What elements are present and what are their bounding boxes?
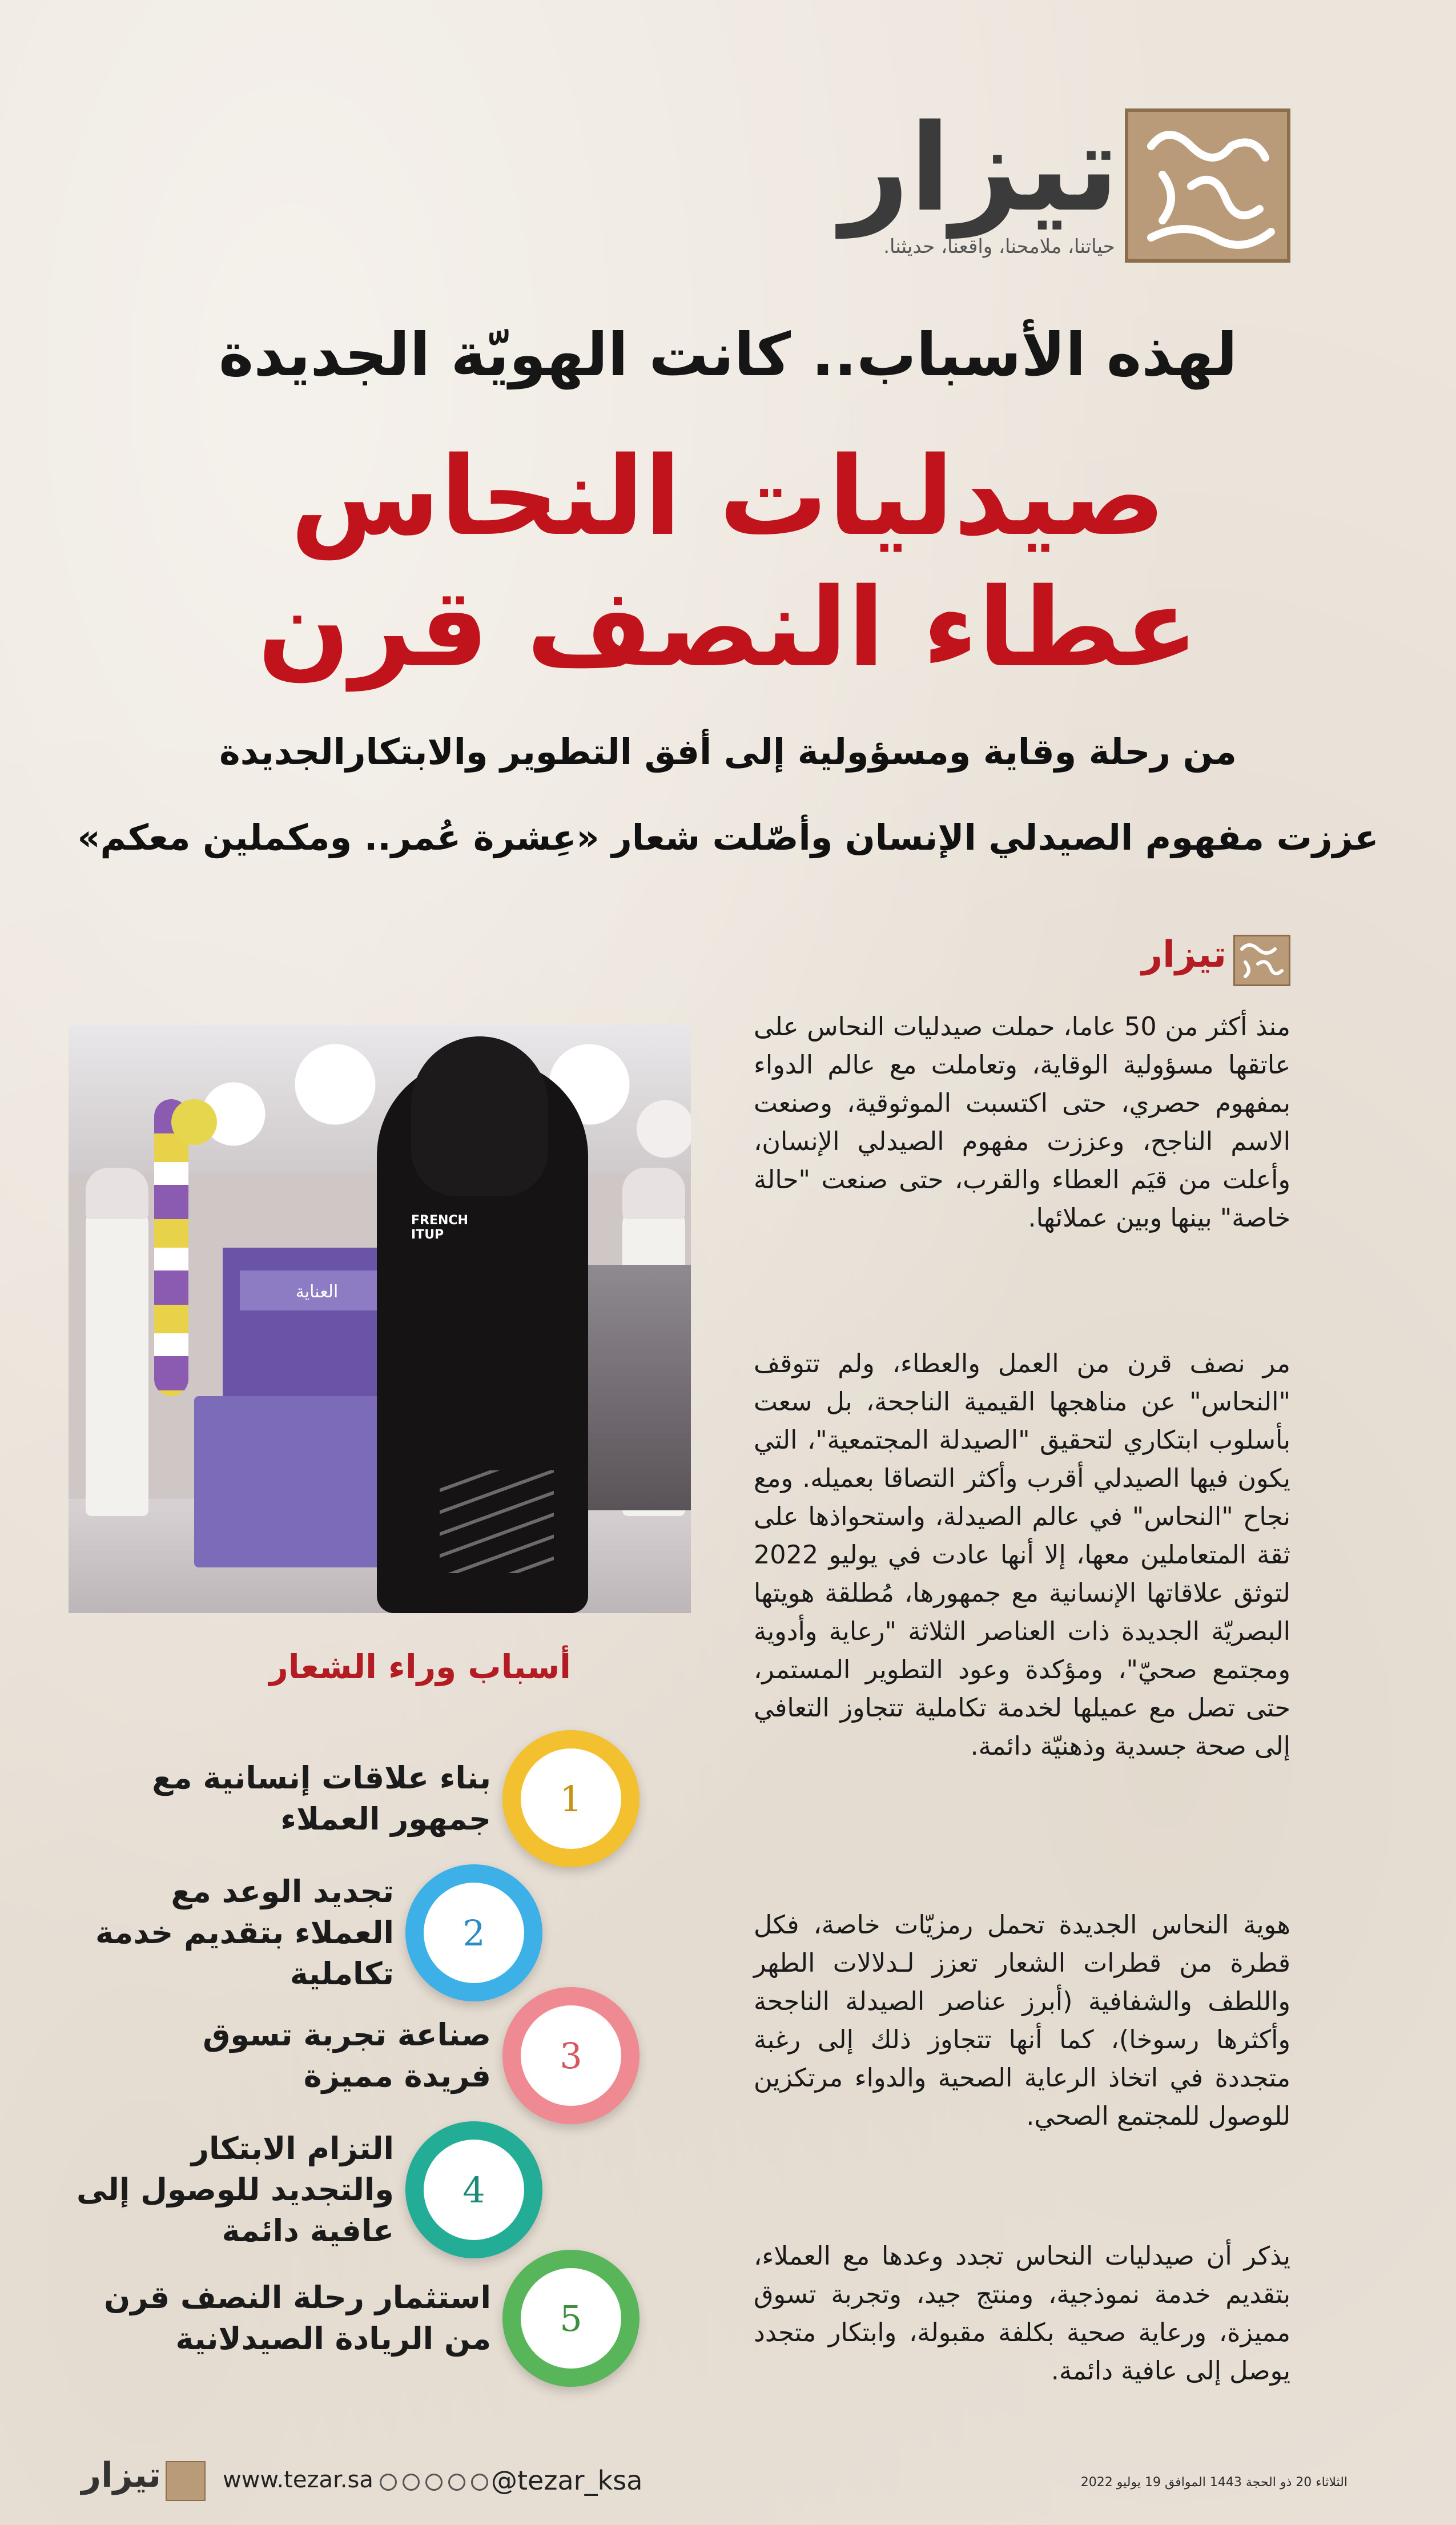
article-paragraph-3: هوية النحاس الجديدة تحمل رمزيّات خاصة، فكل قطرة من قطرات الشعار تعزز لـدلالات الطهر واللطف والشفافية (أبرز عناصر الصيدلة الناجحة وأكثرها رسوخا)، كما أنها تتجاوز ذلك إلى رغبة متجددة في اتخاذ الرعاية الصحية والدواء مرتكزين للوصول للمجتمع الصحي.	[754, 1911, 1290, 2131]
store-opening-photo	[69, 1025, 691, 1613]
reason-label: التزام الابتكار والتجديد للوصول إلى عافية دائمة	[76, 2130, 394, 2249]
photo-abaya-pattern	[440, 1470, 554, 1573]
social-handle-text: @tezar_ksa	[491, 2465, 643, 2496]
reason-number-badge	[502, 1730, 639, 1867]
footer-logo-word: تيزار	[81, 2455, 161, 2495]
reason-number-badge	[405, 2121, 542, 2258]
reasons-title: أسباب وراء الشعار	[269, 1647, 571, 1686]
reason-item	[46, 1864, 674, 2001]
reason-number: 4	[424, 2140, 524, 2240]
photo-man	[86, 1196, 148, 1516]
reason-number: 1	[521, 1748, 621, 1849]
brand-name: تيزار	[840, 98, 1119, 238]
article-paragraph-2: مر نصف قرن من العمل والعطاء، ولم تتوقف "النحاس" عن مناهجها القيمية الناجحة، بل سعت بأسلوب ابتكاري لتحقيق "الصيدلة المجتمعية"، التي يكون فيها الصيدلي أقرب وأكثر التصاقا بعميله. ومع نجاح "النحاس" في عالم الصيدلة، واستحواذها على ثقة المتعاملين معها، إلا أنها عادت في يوليو 2022 لتوثق علاقاتها الإنسانية مع جمهورها، مُطلقة هويتها البصريّة الجديدة ذات العناصر الثلاثة "رعاية وأدوية ومجتمع صحيّ"، ومؤكدة وعود التطوير المستمر، حتى تصل مع عميلها لخدمة تكاملية تتجاوز التعافي إلى صحة جسدية وذهنيّة دائمة.	[754, 1349, 1290, 1761]
subtitle-2: عززت مفهوم الصيدلي الإنسان وأصّلت شعار «عِشرة عُمر.. ومكملين معكم»	[77, 817, 1379, 858]
footer-logo	[81, 2455, 206, 2507]
article-byline	[1141, 928, 1290, 991]
photo-man-head	[86, 1168, 148, 1219]
photo-balloon-pillar	[154, 1099, 188, 1396]
brand-mark-icon	[1125, 108, 1290, 263]
reason-number-badge	[502, 1987, 639, 2124]
footer-date: الثلاثاء 20 ذو الحجة 1443 الموافق 19 يوليو 2022	[1080, 2475, 1348, 2490]
article-paragraph-1: منذ أكثر من 50 عاما، حملت صيدليات النحاس على عاتقها مسؤولية الوقاية، وتعاملت مع عالم الدواء بمفهوم حصري، حتى اكتسبت الموثوقية، وصنعت الاسم الناجح، وعززت مفهوم الصيدلي الإنسان، وأعلت من قيَم العطاء والقرب، حتى صنعت "حالة خاصة" بينها وبين عملائها.	[754, 1012, 1290, 1233]
youtube-icon[interactable]	[448, 2474, 465, 2491]
photo-balloon	[171, 1099, 217, 1145]
footer-website-link[interactable]: www.tezar.sa	[223, 2467, 373, 2493]
byline-name: تيزار	[1141, 934, 1226, 976]
instagram-icon[interactable]	[380, 2474, 397, 2491]
twitter-icon[interactable]	[403, 2474, 420, 2491]
reason-label: استثمار رحلة النصف قرن من الريادة الصيدلانية	[104, 2279, 491, 2357]
photo-shelf-sign: FRENCH ITUP	[411, 1213, 468, 1242]
photo-man-head	[622, 1168, 685, 1219]
reason-item	[46, 1987, 674, 2124]
reason-number-badge	[405, 1864, 542, 2001]
reason-item	[46, 1730, 674, 1867]
headline-line-1: صيدليات النحاس	[290, 433, 1166, 560]
photo-stand-text: العناية	[295, 1282, 339, 1302]
reason-number: 2	[424, 1883, 524, 1983]
subtitle-1: من رحلة وقاية ومسؤولية إلى أفق التطوير والابتكارالجديدة	[219, 731, 1237, 773]
snapchat-icon[interactable]	[425, 2474, 443, 2491]
reason-number-badge	[502, 2250, 639, 2387]
reason-label: صناعة تجربة تسوق فريدة مميزة	[203, 2017, 491, 2094]
headline-kicker: لهذه الأسباب.. كانت الهويّة الجديدة	[219, 320, 1237, 389]
reason-label: تجديد الوعد مع العملاء بتقديم خدمة تكاملية	[95, 1873, 394, 1992]
headline-line-2: عطاء النصف قرن	[258, 565, 1198, 691]
footer-logo-mark-icon	[166, 2461, 206, 2501]
footer-social-icons	[380, 2474, 488, 2491]
article-paragraph-4: يذكر أن صيدليات النحاس تجدد وعدها مع العملاء، بتقديم خدمة نموذجية، ومنتج جيد، وتجربة تسوق مميزة، ورعاية صحية بكلفة مقبولة، وابتكار متجدد يوصل إلى عافية دائمة.	[754, 2242, 1290, 2386]
reason-label: بناء علاقات إنسانية مع جمهور العملاء	[152, 1760, 491, 1837]
reason-number: 5	[521, 2268, 621, 2369]
page-footer	[0, 2452, 1456, 2515]
reason-item	[46, 2121, 674, 2258]
brand-logo	[840, 98, 1290, 274]
byline-logo-icon	[1233, 935, 1290, 986]
reason-number: 3	[521, 2005, 621, 2106]
brand-tagline: حياتنا، ملامحنا، واقعنا، حديثنا.	[883, 235, 1115, 258]
photo-woman-head	[411, 1036, 548, 1196]
reason-item	[46, 2250, 674, 2387]
footer-social-handle[interactable]	[491, 2465, 662, 2496]
photo-shopping-cart	[194, 1396, 400, 1567]
facebook-icon[interactable]	[471, 2474, 488, 2491]
